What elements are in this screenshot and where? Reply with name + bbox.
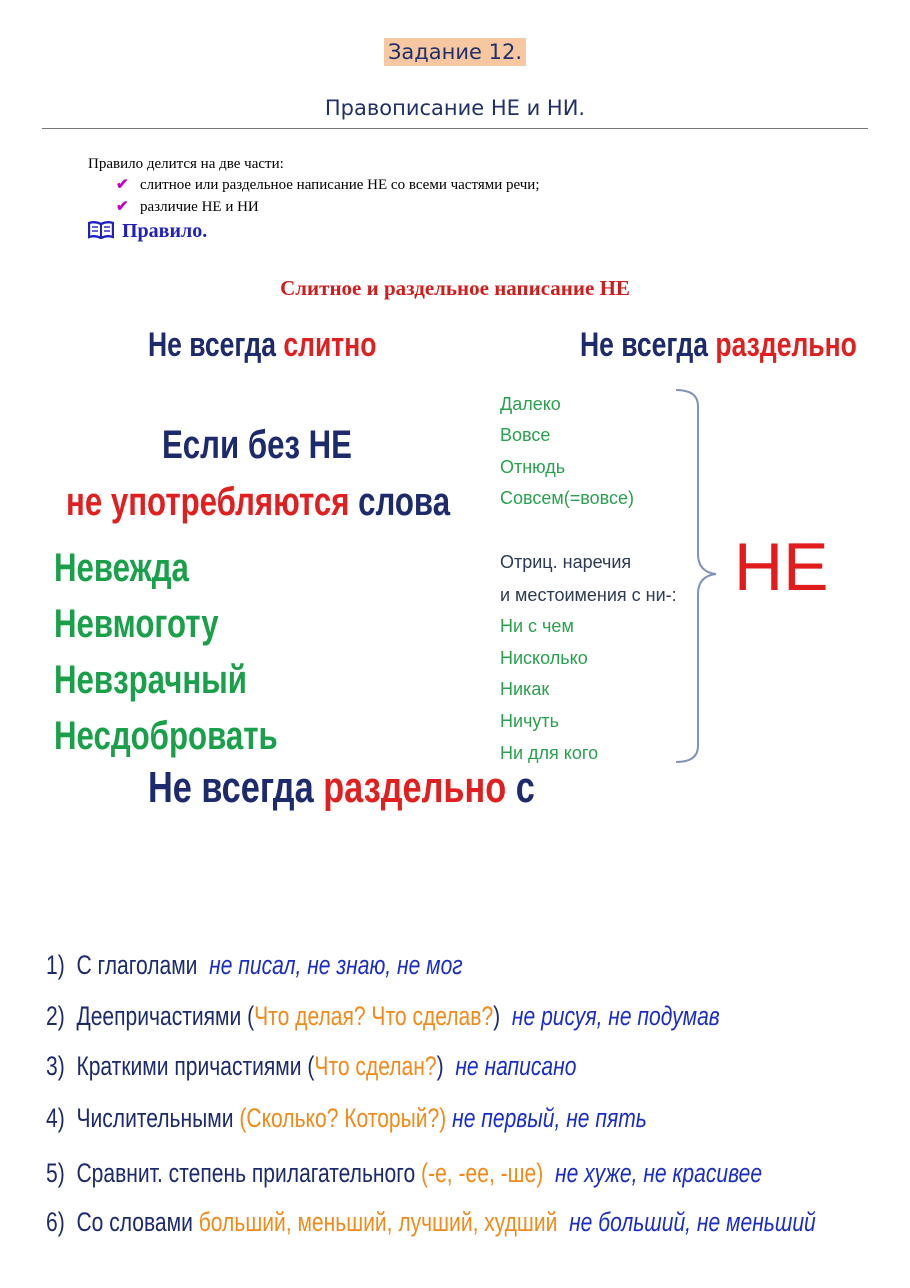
- condition-line-1: Если без НЕ: [162, 423, 352, 467]
- adverb-item: Совсем(=вовсе): [500, 488, 634, 508]
- neg-word: Ни для кого: [500, 743, 599, 763]
- neg-label: Отриц. наречия: [500, 552, 632, 572]
- neg-word: Ничуть: [500, 711, 560, 731]
- rule-link[interactable]: Правило.: [88, 220, 207, 243]
- book-icon: [88, 221, 114, 239]
- right-heading: Не всегда раздельно: [580, 326, 857, 364]
- neg-label: и местоимения с ни-:: [500, 585, 677, 605]
- header-divider: [42, 128, 868, 129]
- bottom-heading: Не всегда раздельно с: [148, 763, 535, 812]
- list-item: 4) Числительными (Сколько? Который?) не первый, не пять: [46, 1103, 647, 1133]
- check-icon: ✔: [116, 199, 129, 215]
- neg-word: Никак: [500, 679, 550, 699]
- adverb-item: Вовсе: [500, 425, 551, 445]
- big-ne: НЕ: [734, 529, 829, 605]
- intro-bullet: ✔ слитное или раздельное написание НЕ со всеми частями речи;: [116, 177, 540, 193]
- example-word: Невежда: [54, 546, 189, 590]
- example-word: Невмоготу: [54, 602, 219, 646]
- example-word: Несдобровать: [54, 714, 278, 758]
- intro-bullet: ✔ различие НЕ и НИ: [116, 199, 259, 215]
- condition-line-2: не употребляются слова: [66, 480, 451, 524]
- left-heading: Не всегда слитно: [148, 326, 377, 364]
- list-item: 6) Со словами больший, меньший, лучший, худший не больший, не меньший: [46, 1207, 816, 1237]
- task-title-text: Задание 12.: [384, 38, 526, 66]
- list-item: 1) С глаголами не писал, не знаю, не мог: [46, 950, 463, 980]
- list-item: 2) Деепричастиями (Что делая? Что сделав?) не рисуя, не подумав: [46, 1001, 720, 1031]
- task-title: [0, 40, 910, 64]
- neg-word: Нисколько: [500, 648, 588, 668]
- check-icon: ✔: [116, 177, 129, 193]
- list-item: 5) Сравнит. степень прилагательного (-е, -ее, -ше) не хуже, не красивее: [46, 1158, 763, 1188]
- example-word: Невзрачный: [54, 658, 247, 702]
- section-title: Правописание НЕ и НИ.: [324, 96, 586, 120]
- adverb-item: Далеко: [500, 394, 561, 414]
- list-item: 3) Краткими причастиями (Что сделан?) не написано: [46, 1051, 577, 1081]
- intro-lead: Правило делится на две части:: [88, 156, 284, 172]
- neg-word: Ни с чем: [500, 616, 574, 636]
- subtitle: Слитное и раздельное написание НЕ: [280, 276, 630, 300]
- adverb-item: Отнюдь: [500, 457, 566, 477]
- curly-brace: [672, 388, 732, 766]
